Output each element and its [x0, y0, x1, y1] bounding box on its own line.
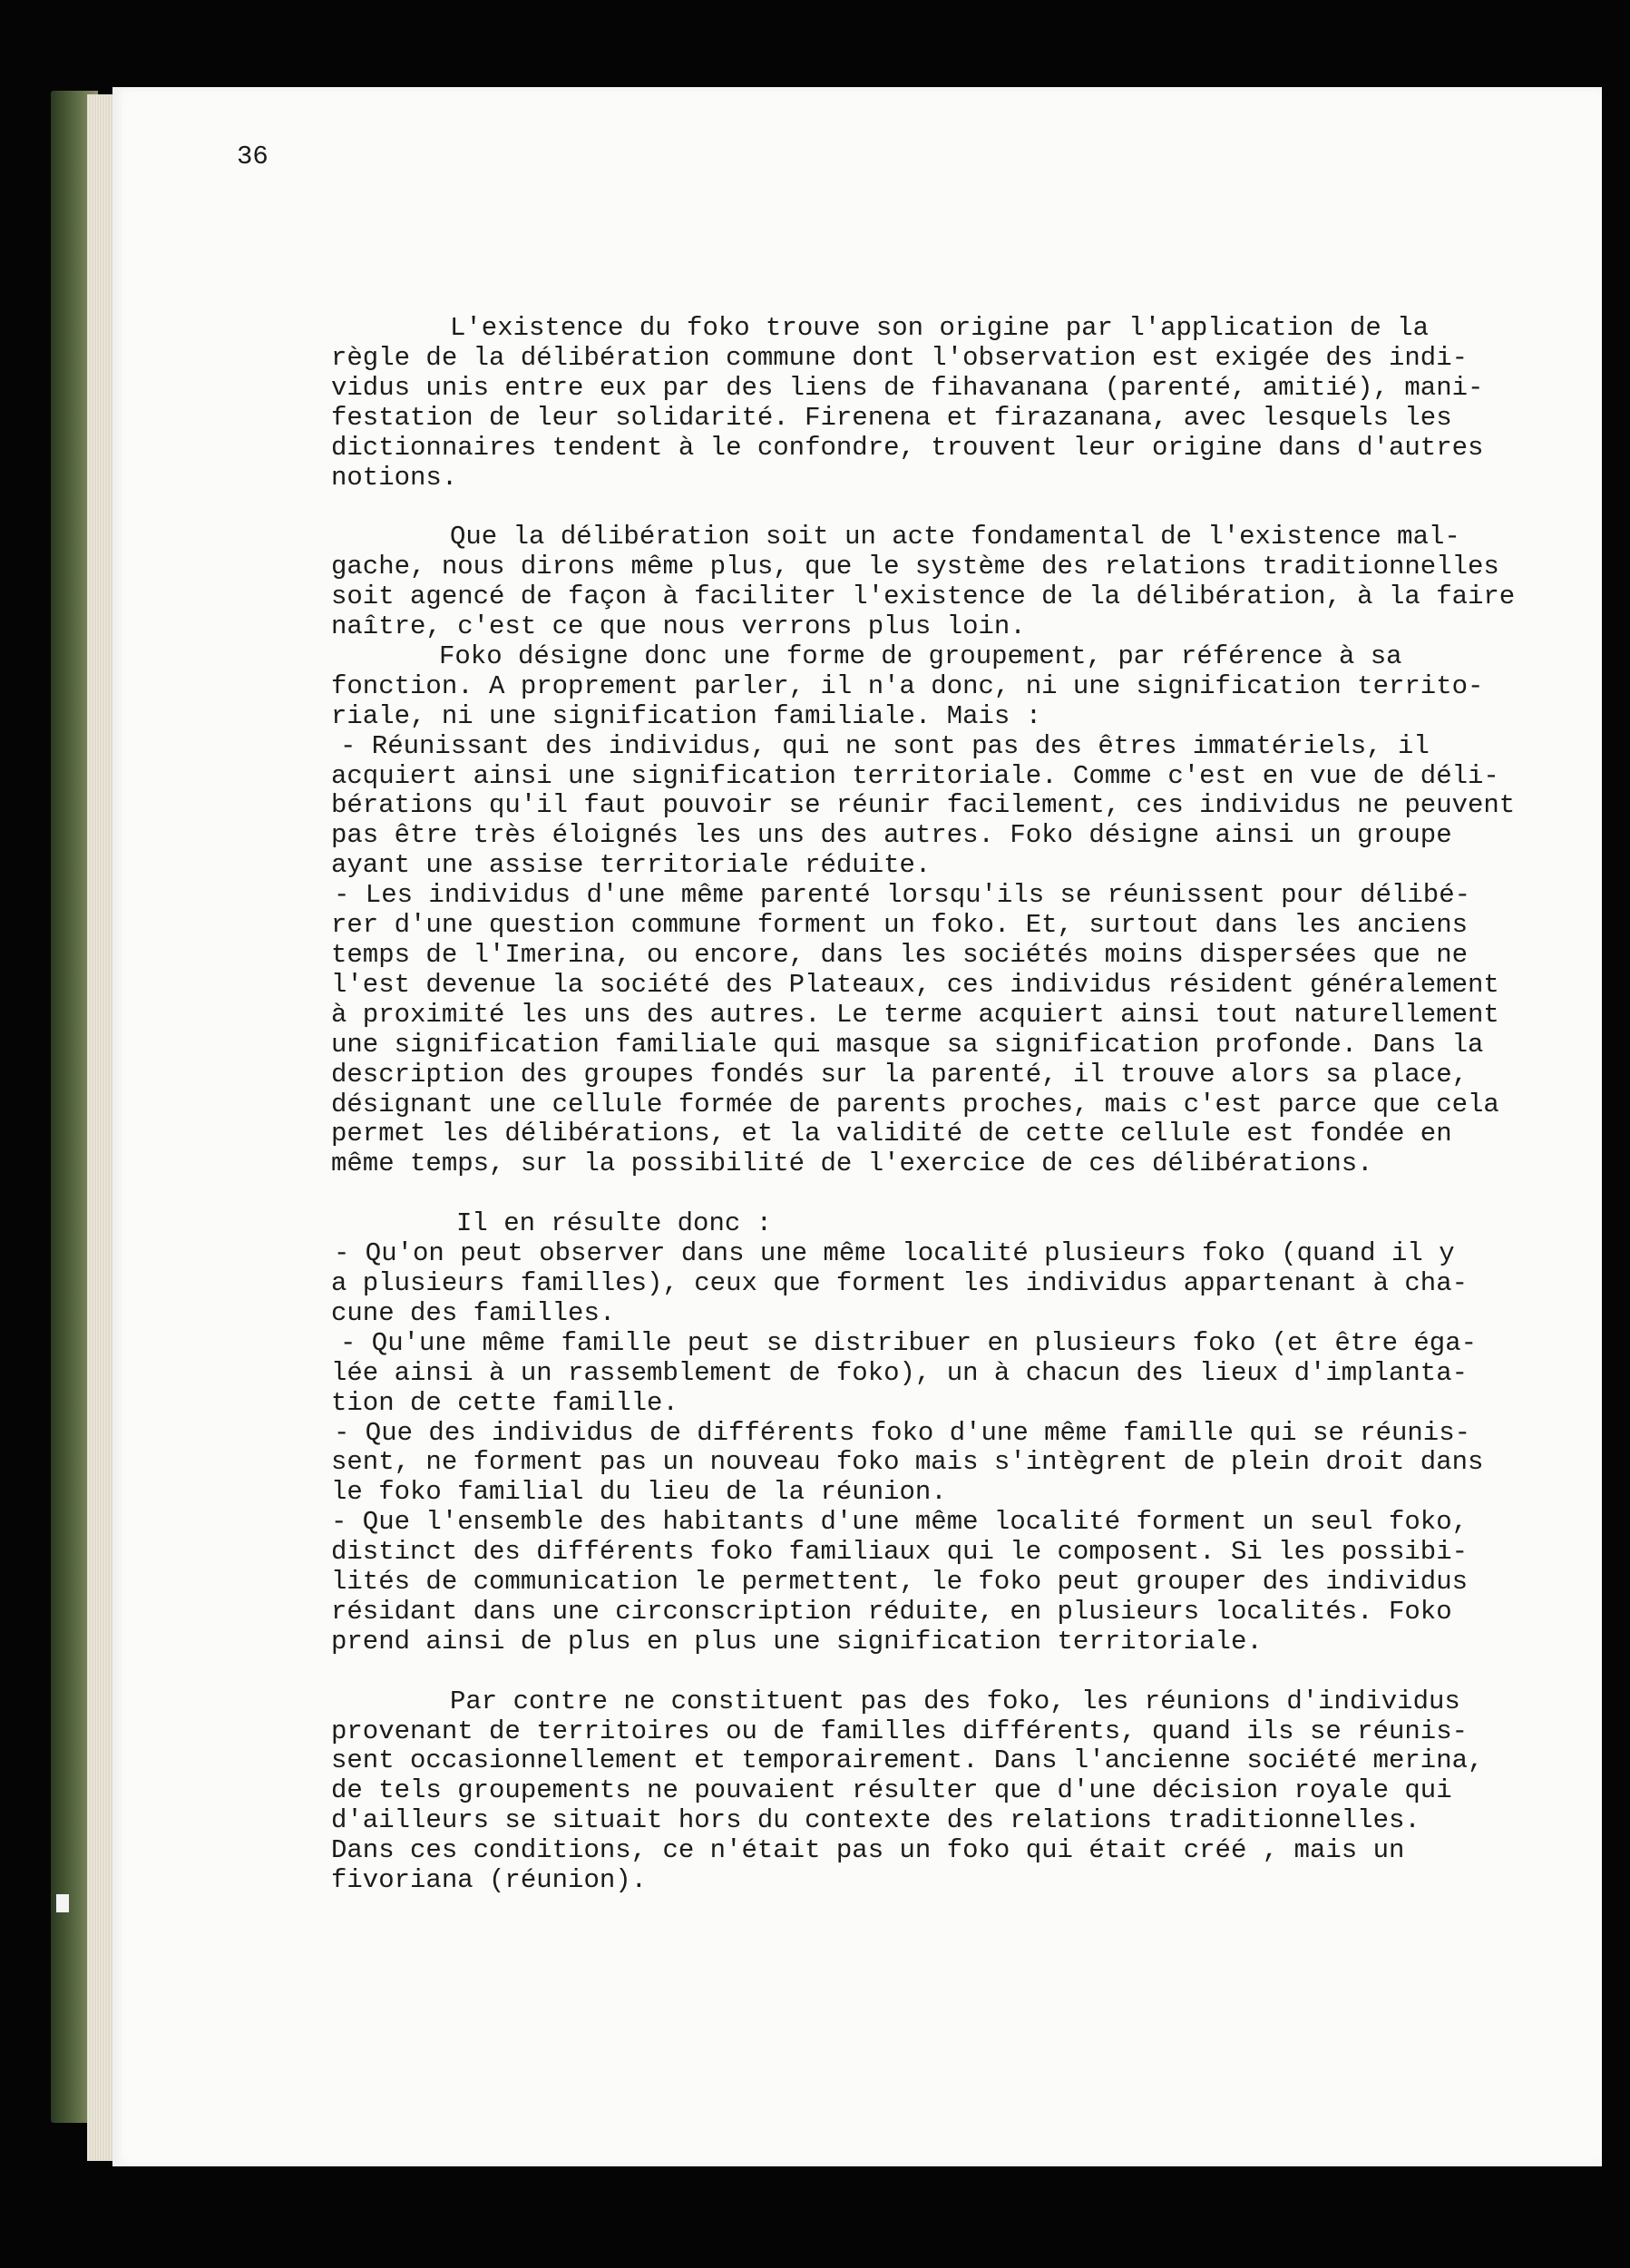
paragraph-familial [331, 880, 1499, 1179]
text-line: Il en résulte donc : [456, 1208, 773, 1239]
margin-mark [56, 1894, 69, 1912]
text-line: à proximité les uns des autres. Le terme acquiert ainsi tout naturellement [331, 999, 1499, 1030]
paragraph-gap [331, 1179, 1465, 1209]
text-line: rer d'une question commune forment un foko. Et, surtout dans les anciens [331, 910, 1469, 941]
page-number: 36 [237, 142, 268, 171]
text-line: a plusieurs familles), ceux que forment les individus appartenant à cha- [331, 1267, 1469, 1298]
text-line: - Que des individus de différents foko d'une même famille qui se réunis- [334, 1417, 1471, 1448]
text-line: règle de la délibération commune dont l'observation est exigée des indi- [331, 342, 1469, 373]
text-line: - Qu'on peut observer dans une même localité plusieurs foko (quand il y [334, 1238, 1455, 1269]
text-line: gache, nous dirons même plus, que le système des relations traditionnelles [331, 552, 1499, 582]
text-line: permet les délibérations, et la validité de cette cellule est fondée en [331, 1119, 1452, 1149]
text-line: naître, c'est ce que nous verrons plus loin. [331, 611, 1026, 642]
text-line: - Que l'ensemble des habitants d'une même localité forment un seul foko, [331, 1507, 1469, 1538]
paragraph-territorial [331, 730, 1516, 882]
text-line: même temps, sur la possibilité de l'exercice de ces délibérations. [331, 1149, 1373, 1179]
text-line: Dans ces conditions, ce n'était pas un foko qui était créé , mais un [331, 1835, 1405, 1866]
text-line: - Réunissant des individus, qui ne sont pas des êtres immatériels, il [340, 730, 1430, 761]
body-text [331, 313, 1516, 1896]
paragraph-deliberation [331, 522, 1516, 642]
text-line: sent occasionnellement et temporairement. Dans l'ancienne société merina, [331, 1745, 1484, 1776]
text-line: - Les individus d'une même parenté lorsqu'ils se réunissent pour délibé- [334, 880, 1471, 911]
paragraph-gap [331, 493, 1465, 523]
text-line: résidant dans une circonscription réduite, en plusieurs localités. Foko [331, 1596, 1452, 1627]
text-line: d'ailleurs se situait hors du contexte des relations traditionnelles. [331, 1805, 1420, 1836]
list-item-famille [331, 1327, 1478, 1419]
text-line: cune des familles. [331, 1297, 616, 1328]
text-line: une signification familiale qui masque sa signification profonde. Dans la [331, 1029, 1484, 1060]
text-line: acquiert ainsi une signification territoriale. Comme c'est en vue de déli- [331, 760, 1499, 791]
text-line: lée ainsi à un rassemblement de foko), un à chacun des lieux d'implanta- [331, 1357, 1469, 1388]
text-line: soit agencé de façon à faciliter l'existence de la délibération, à la faire [331, 582, 1516, 612]
text-line: dictionnaires tendent à le confondre, trouvent leur origine dans d'autres [331, 432, 1484, 463]
text-line: bérations qu'il faut pouvoir se réunir facilement, ces individus ne peuvent [331, 790, 1516, 821]
text-line: prend ainsi de plus en plus une signification territoriale. [331, 1626, 1263, 1657]
paragraph-gap [331, 1657, 1465, 1687]
text-line: riale, ni une signification familiale. Mais : [331, 700, 1042, 731]
text-line: L'existence du foko trouve son origine par l'application de la [450, 313, 1429, 343]
text-line: description des groupes fondés sur la parenté, il trouve alors sa place, [331, 1059, 1469, 1090]
paragraph-fivoriana [331, 1686, 1484, 1896]
paragraph-foko-definition [331, 640, 1484, 732]
text-line: Que la délibération soit un acte fondamental de l'existence mal- [450, 522, 1460, 552]
text-line: vidus unis entre eux par des liens de fihavanana (parenté, amitié), mani- [331, 372, 1484, 403]
text-line: Par contre ne constituent pas des foko, les réunions d'individus [450, 1686, 1460, 1716]
page-stack-edge [87, 94, 112, 2161]
text-line: festation de leur solidarité. Firenena et firazanana, avec lesquels les [331, 402, 1452, 433]
text-line: désignant une cellule formée de parents proches, mais c'est parce que cela [331, 1089, 1499, 1119]
text-line: fivoriana (réunion). [331, 1865, 648, 1896]
text-line: notions. [331, 462, 458, 493]
text-line: ayant une assise territoriale réduite. [331, 850, 932, 881]
paragraph-origin-of-foko [331, 313, 1484, 493]
paragraph-result [331, 1209, 1465, 1239]
text-line: pas être très éloignés les uns des autres. Foko désigne ainsi un groupe [331, 820, 1452, 851]
text-line: l'est devenue la société des Plateaux, ces individus résident généralement [331, 969, 1499, 1000]
text-line: lités de communication le permettent, le foko peut grouper des individus [331, 1567, 1469, 1598]
text-line: sent, ne forment pas un nouveau foko mais s'intègrent de plein droit dans [331, 1447, 1484, 1478]
text-line: - Qu'une même famille peut se distribuer en plusieurs foko (et être éga- [340, 1327, 1478, 1358]
text-line: Foko désigne donc une forme de groupement, par référence à sa [439, 640, 1402, 671]
text-line: provenant de territoires ou de familles différents, quand ils se réunis- [331, 1716, 1469, 1746]
text-line: tion de cette famille. [331, 1387, 678, 1418]
text-line: fonction. A proprement parler, il n'a donc, ni une signification territo- [331, 670, 1484, 701]
text-line: temps de l'Imerina, ou encore, dans les sociétés moins dispersées que ne [331, 940, 1469, 971]
text-line: de tels groupements ne pouvaient résulter que d'une décision royale qui [331, 1775, 1452, 1806]
list-item-localite [331, 1238, 1469, 1329]
list-item-individus [331, 1417, 1484, 1657]
text-line: le foko familial du lieu de la réunion. [331, 1477, 947, 1508]
text-line: distinct des différents foko familiaux qui le composent. Si les possibi- [331, 1537, 1469, 1568]
